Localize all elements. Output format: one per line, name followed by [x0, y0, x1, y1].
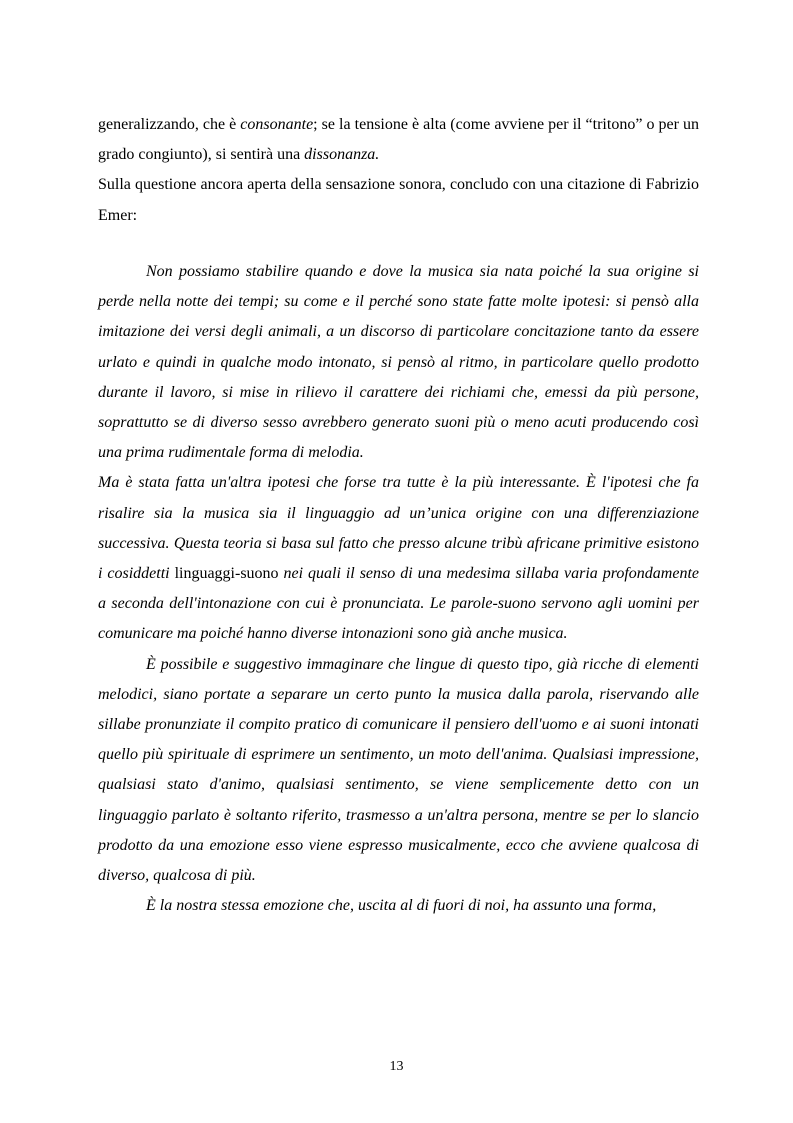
- term-dissonanza: dissonanza.: [304, 146, 380, 164]
- intro-text-run: ; se la tensione è alta (come avviene per il “tritono” o per un grado congiunto), si sentirà una: [98, 116, 699, 164]
- quote-text-run: nei quali il senso di una medesima sillaba varia profondamente a seconda dell'intonazione con cui è pronunciata. Le parole-suono servono agli uomini per comunicare ma poiché hanno diverse intonazioni sono già anche musica.: [98, 565, 699, 643]
- block-quote: [98, 257, 699, 921]
- quote-paragraph-4: È la nostra stessa emozione che, uscita al di fuori di noi, ha assunto una forma,: [146, 897, 657, 915]
- page-number: 13: [389, 1059, 404, 1074]
- term-linguaggi-suono: linguaggi-suono: [174, 565, 279, 583]
- intro-text: [98, 110, 699, 231]
- quote-paragraph-1: Non possiamo stabilire quando e dove la musica sia nata poiché la sua origine si perde nella notte dei tempi; su come e il perché sono state fatte molte ipotesi: si pensò alla imitazione dei versi degli animali, a un discorso di particolare concitazione tanto da essere urlato e quindi in qualche modo intonato, si pensò al ritmo, in particolare quello prodotto durante il lavoro, si mise in rilievo il carattere dei richiami che, emessi da più persone, soprattutto se di diverso sesso avrebbero generato suoni più o meno acuti producendo così una prima rudimentale forma di melodia.: [98, 263, 699, 462]
- quote-text-run: Ma è stata fatta un'altra ipotesi che forse tra tutte è la più interessante. È l'ipotesi che fa risalire sia la musica sia il linguaggio ad un’unica origine con una differenziazione successiva. Questa teoria si basa sul fatto che presso alcune tribù africane primitive esistono i cosiddetti: [98, 474, 699, 583]
- quote-paragraph-2: [98, 468, 699, 649]
- intro-paragraph-2: Sulla questione ancora aperta della sensazione sonora, concludo con una citazione di Fabrizio Emer:: [98, 176, 699, 224]
- term-consonante: consonante: [240, 116, 314, 133]
- intro-text-run: generalizzando, che è: [98, 116, 241, 133]
- quote-paragraph-3: È possibile e suggestivo immaginare che lingue di questo tipo, già ricche di elementi melodici, siano portate a separare un certo punto la musica dalla parola, riservando alle sillabe pronunziate il compito pratico di comunicare il pensiero dell'uomo e ai suoni intonati quello più spirituale di esprimere un sentimento, un moto dell'anima. Qualsiasi impressione, qualsiasi stato d'animo, qualsiasi sentimento, se viene semplicemente detto con un linguaggio parlato è soltanto riferito, trasmesso a un'altra persona, mentre se per lo slancio prodotto da una emozione esso viene espresso musicalmente, ecco che avviene qualcosa di diverso, qualcosa di più.: [98, 655, 699, 885]
- intro-paragraph-1: [98, 110, 699, 170]
